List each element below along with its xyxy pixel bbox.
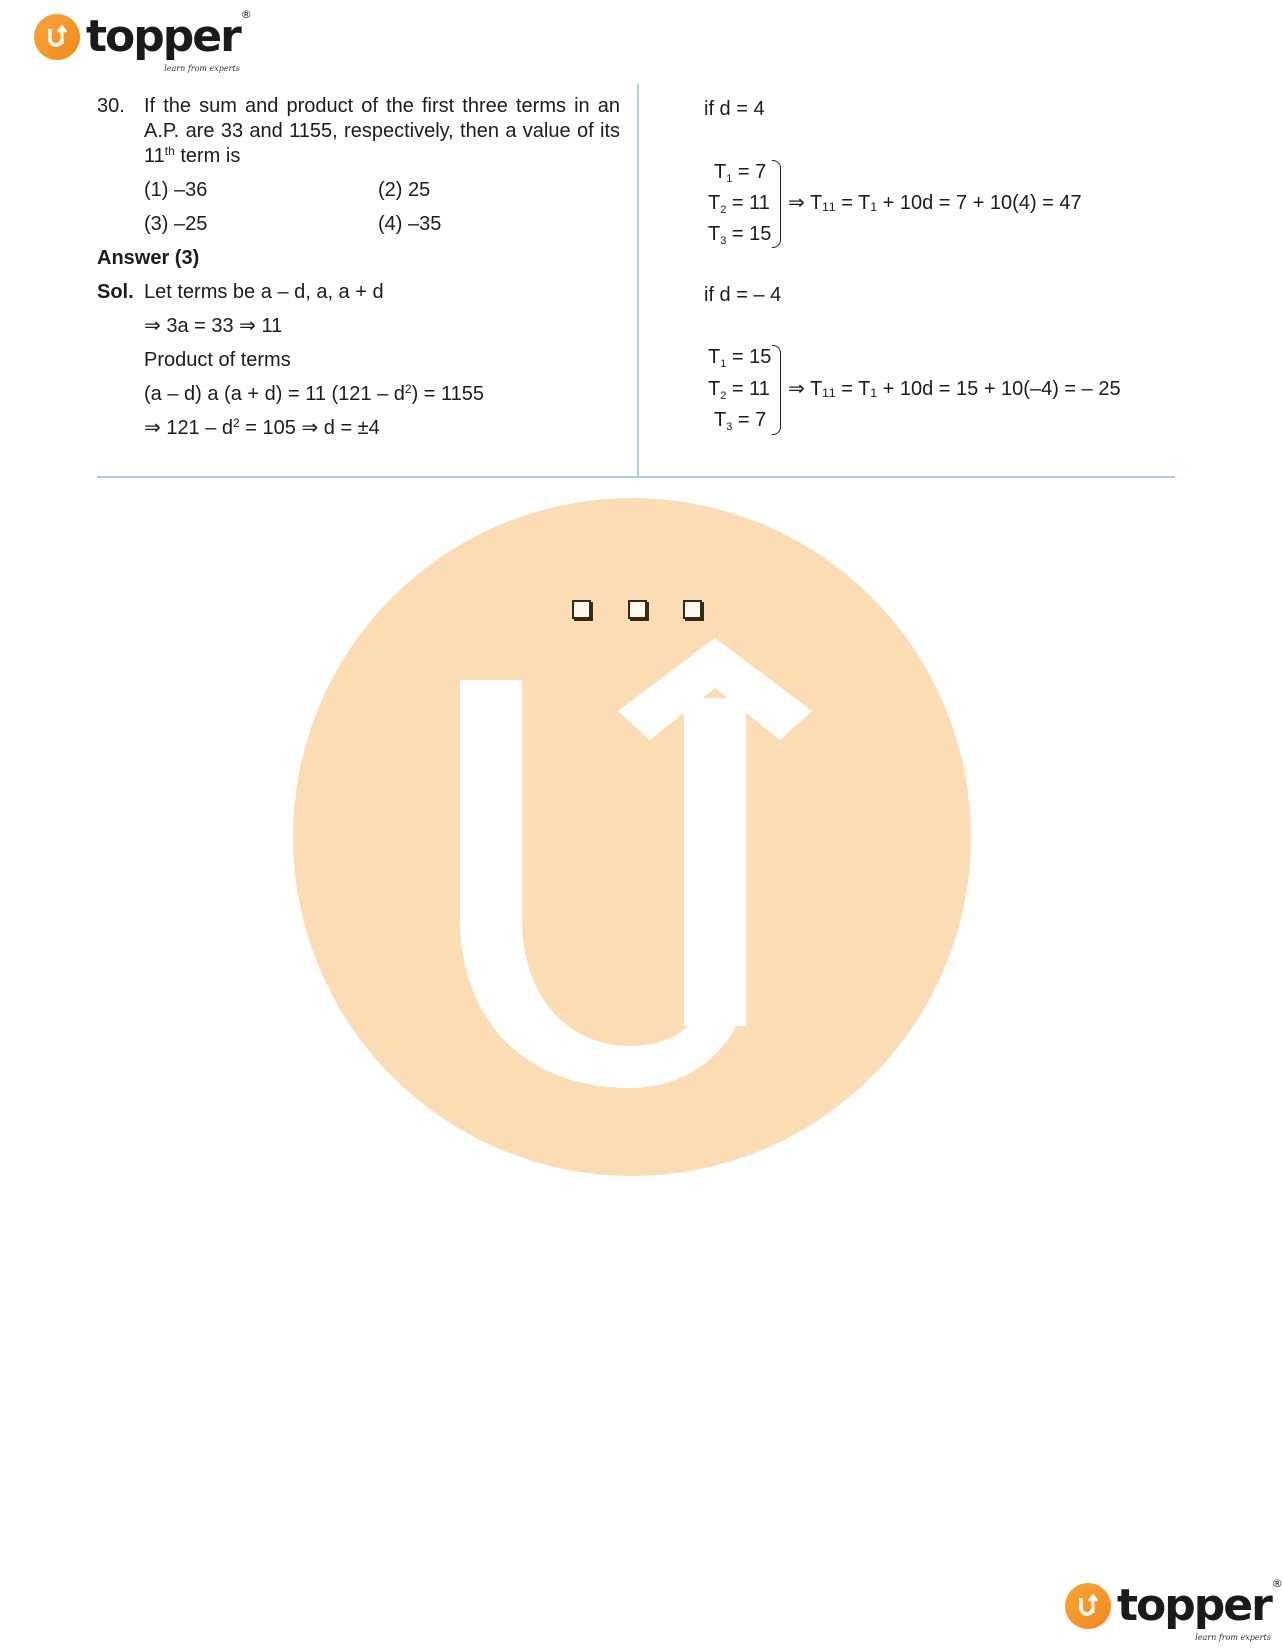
option-4: (4) –35 — [378, 213, 442, 235]
column-divider — [637, 84, 639, 476]
answer-label: Answer (3) — [97, 247, 200, 269]
question-text: If the sum and product of the first three terms in an A.P. are 33 and 1155, respectively, then a value of its 11th term is — [144, 95, 620, 167]
option-1: (1) –36 — [144, 179, 208, 201]
case1-brace — [772, 160, 781, 248]
solution-label: Sol. — [97, 281, 134, 303]
case1-t3: $T_3 = 15$ — [708, 223, 772, 247]
brand-wordmark: topper ® learn from experts — [1117, 1577, 1283, 1642]
checkbox-icon — [683, 600, 702, 619]
brand-logo-bottom — [1065, 1577, 1283, 1642]
solution-line-1: Let terms be a – d, a, a + d — [144, 281, 384, 303]
question-number: 30. — [97, 95, 125, 117]
case2-t3: $T_3 = 7$ — [714, 409, 767, 433]
solution-line-2: ⇒ 3a = 33 ⇒ 11 — [144, 315, 283, 337]
solution-line-3: Product of terms — [144, 349, 291, 371]
case1-t2: $T_2 = 11$ — [708, 192, 770, 216]
brand-wordmark: topper ® learn from experts — [86, 8, 252, 73]
option-3: (3) –25 — [144, 213, 208, 235]
checkbox-icon — [572, 600, 591, 619]
case1-t1: $T_1 = 7$ — [714, 161, 767, 185]
section-rule — [97, 476, 1175, 478]
brand-u-icon — [34, 14, 80, 60]
solution-line-5: ⇒ $121 - d^2 = 105$ ⇒ d = ±4 — [144, 416, 380, 439]
case2-result: ⇒ T₁₁ = T₁ + 10d = 15 + 10(–4) = – 25 — [788, 378, 1121, 400]
brand-u-icon — [1065, 1583, 1111, 1629]
option-2: (2) 25 — [378, 179, 431, 201]
case2-brace — [772, 345, 781, 435]
solution-line-4: (a – d) a (a + d) = 11 $(121 - d^2) = 1155$ — [144, 382, 485, 405]
brand-logo-top — [34, 8, 252, 73]
case1-heading: if d = 4 — [704, 98, 765, 120]
case2-heading: if d = – 4 — [704, 284, 782, 306]
case1-result: ⇒ T₁₁ = T₁ + 10d = 7 + 10(4) = 47 — [788, 192, 1082, 214]
checkbox-icon — [628, 600, 647, 619]
case2-t2: $T_2 = 11$ — [708, 378, 770, 402]
case2-t1: $T_1 = 15$ — [708, 346, 772, 370]
